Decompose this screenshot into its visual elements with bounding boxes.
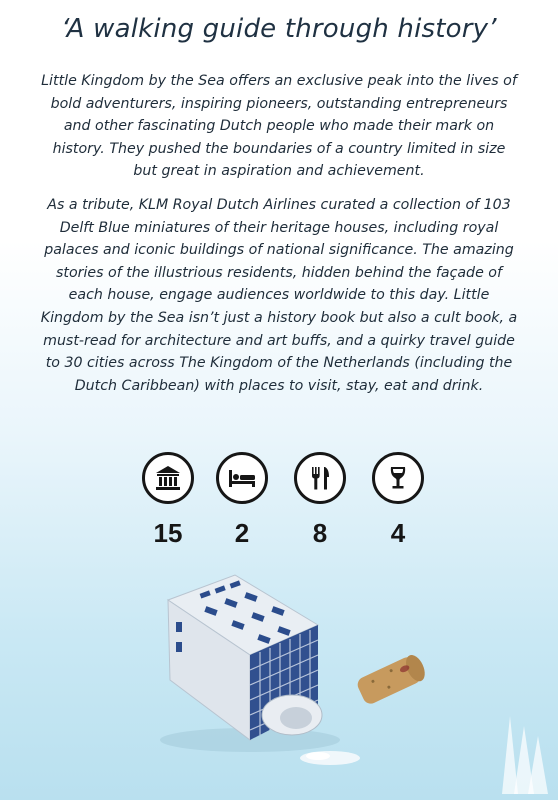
- stat-bars: [368, 452, 428, 549]
- bed-icon: [216, 452, 268, 504]
- fork-knife-icon: [294, 452, 346, 504]
- delft-blue-miniature-photo: [0, 570, 558, 800]
- stats-row: [0, 452, 558, 562]
- stat-bars-value: 4: [390, 518, 406, 548]
- stat-museums: [138, 452, 198, 549]
- watermark-logo: [492, 706, 552, 796]
- stat-hotels-value: 2: [234, 518, 250, 548]
- wine-glass-icon: [372, 452, 424, 504]
- stat-restaurants: [290, 452, 350, 549]
- stat-restaurants-value: 8: [312, 518, 328, 548]
- intro-paragraph: Little Kingdom by the Sea offers an exclusive peak into the lives of bold adventurers, inspiring pioneers, outstanding entrepreneurs and other fascinating Dutch people who made their mark on history. They pushed the boundaries of a country limited in size but great in aspiration and achievement.: [41, 73, 517, 180]
- tribute-paragraph: As a tribute, KLM Royal Dutch Airlines curated a collection of 103 Delft Blue miniatures of their heritage houses, including royal palaces and iconic buildings of national significance. The amazing stories of the illustrious residents, hidden behind the façade of each house, engage audiences worldwide to this day. Little Kingdom by the Sea isn’t just a history book but also a cult book, a must-read for architecture and art buffs, and a quirky travel guide to 30 cities across The Kingdom of the Netherlands (including the Dutch Caribbean) with places to visit, stay, eat and drink.: [40, 197, 518, 394]
- stat-hotels: [212, 452, 272, 549]
- stat-museums-value: 15: [153, 518, 183, 548]
- page-heading: ‘A walking guide through history’: [61, 14, 497, 44]
- museum-icon: [142, 452, 194, 504]
